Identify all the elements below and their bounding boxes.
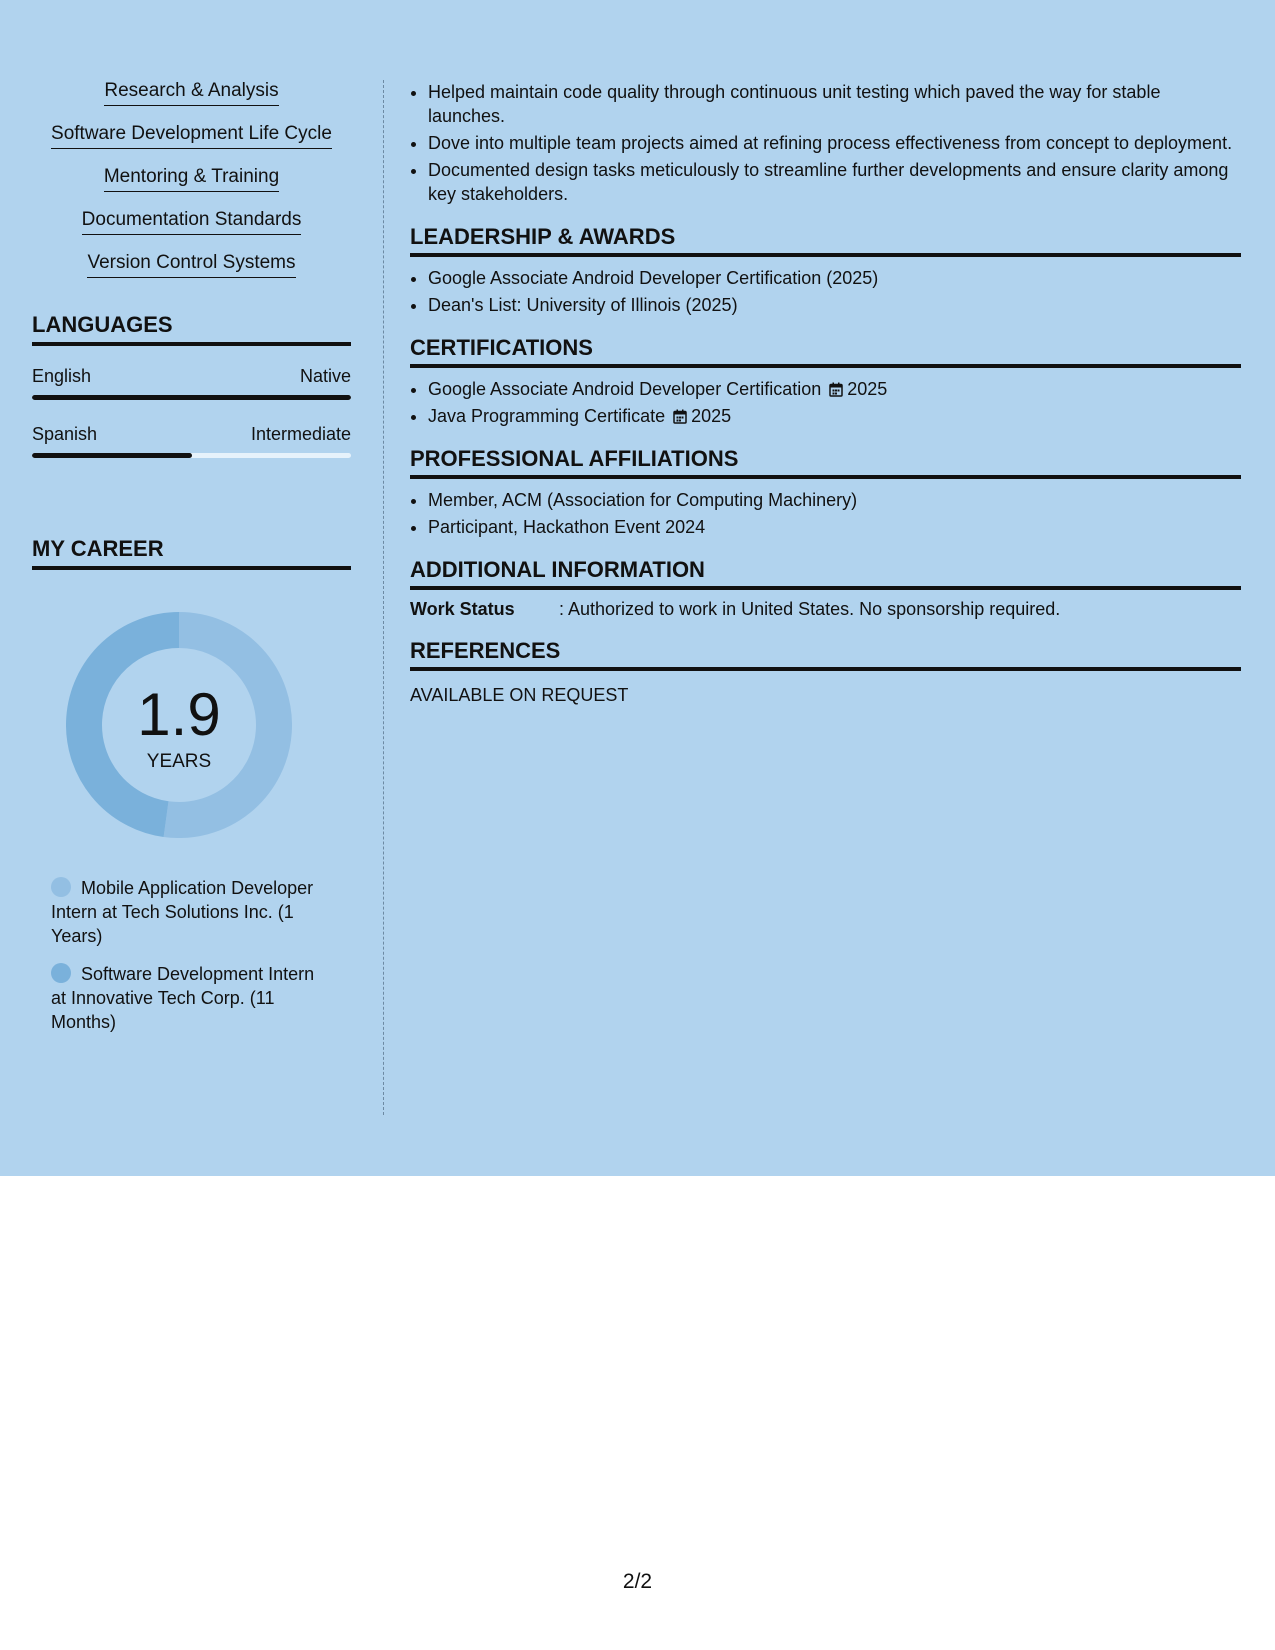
main-column [410,80,1241,706]
affiliations-section [410,446,1241,539]
skill-item [32,252,351,278]
column-divider [383,80,384,1115]
career-heading: MY CAREER [32,536,351,570]
additional-info-heading: ADDITIONAL INFORMATION [410,557,1241,590]
skill-label: Software Development Life Cycle [51,123,332,149]
legend-label: Mobile Application Developer Intern at Tech Solutions Inc. (1 Years) [51,878,314,946]
calendar-icon [673,409,687,424]
skill-label: Version Control Systems [87,252,295,278]
language-level: Native [299,366,351,386]
affiliations-heading: PROFESSIONAL AFFILIATIONS [410,446,1241,479]
skills-list [32,80,351,278]
language-bar [32,453,351,458]
skill-item [32,80,351,106]
legend-item [51,962,321,1034]
page-number: 2/2 [622,1570,653,1593]
language-bar-fill [32,453,192,458]
language-name: Spanish [32,424,98,444]
language-row [32,366,351,387]
skill-item [32,166,351,192]
sidebar [32,80,351,1048]
certifications-section [410,335,1241,428]
certification-name: Java Programming Certificate [428,406,666,426]
affiliation-item: • Participant, Hackathon Event 2024 [428,515,1241,539]
certifications-list [410,377,1241,428]
leadership-section [410,224,1241,317]
affiliation-item: • Member, ACM (Association for Computing Machinery) [428,488,1241,512]
legend-item [51,876,321,948]
leadership-list [410,266,1241,317]
experience-bullets [410,80,1241,206]
certifications-heading: CERTIFICATIONS [410,335,1241,368]
experience-bullet: • Helped maintain code quality through continuous unit testing which paved the way for stable launches. [428,80,1241,128]
calendar-icon [829,382,843,397]
certification-name: Google Associate Android Developer Certification [428,379,822,399]
skill-item [32,209,351,235]
references-text: AVAILABLE ON REQUEST [410,685,629,705]
legend-label: Software Development Intern at Innovative Tech Corp. (11 Months) [51,964,315,1032]
experience-bullet: • Dove into multiple team projects aimed at refining process effectiveness from concept to deployment. [428,131,1241,155]
work-status-value: : Authorized to work in United States. No sponsorship required. [559,599,1061,619]
language-name: English [32,366,92,386]
language-level: Intermediate [250,424,351,444]
language-row [32,424,351,445]
career-legend [51,876,321,1034]
leadership-item: • Dean's List: University of Illinois (2025) [428,293,1241,317]
affiliations-list [410,488,1241,539]
certification-item [428,404,1241,428]
additional-info-section [410,557,1241,620]
legend-dot-icon [51,877,71,897]
work-status-label: Work Status [410,599,515,619]
skill-label: Documentation Standards [82,209,302,235]
donut-center [66,612,292,838]
career-years-unit: YEARS [146,751,212,772]
languages-heading: LANGUAGES [32,312,351,346]
experience-bullet: • Documented design tasks meticulously to streamline further developments and ensure clarity among key stakeholders. [428,158,1241,206]
certification-item [428,377,1241,401]
certification-year: 2025 [847,379,888,399]
career-donut-chart [66,612,292,838]
references-heading: REFERENCES [410,638,1241,671]
languages-section [32,312,351,458]
language-item [32,366,351,400]
leadership-heading: LEADERSHIP & AWARDS [410,224,1241,257]
career-total-years: 1.9 [137,681,221,748]
language-bar-fill [32,395,351,400]
work-status-row [410,599,1241,620]
skill-label: Mentoring & Training [104,166,279,192]
leadership-item: • Google Associate Android Developer Certification (2025) [428,266,1241,290]
certification-year: 2025 [691,406,732,426]
references-section [410,638,1241,706]
skill-item [32,123,351,149]
legend-dot-icon [51,963,71,983]
skill-label: Research & Analysis [104,80,278,106]
career-section [32,536,351,1034]
language-item [32,424,351,458]
language-bar [32,395,351,400]
